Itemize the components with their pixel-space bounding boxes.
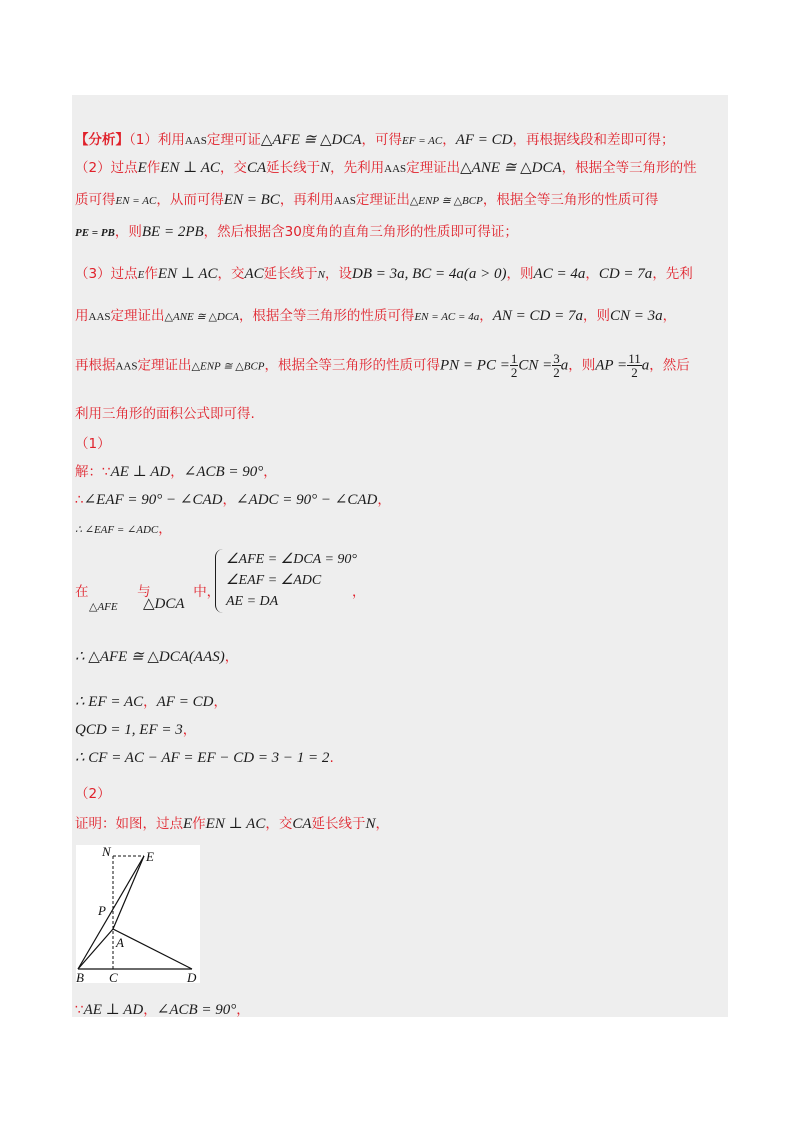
- sol1-line-3: ∴ ∠EAF = ∠ADC，: [75, 521, 172, 537]
- triangle-afe-label: △AFE: [89, 601, 118, 613]
- label-A: A: [116, 935, 124, 950]
- analysis-header: 【分析】: [75, 132, 129, 148]
- system-eq-1: ∠AFE = ∠DCA = 90°: [226, 552, 357, 567]
- segment-AE: [113, 856, 144, 929]
- system-eq-2: ∠EAF = ∠ADC: [226, 573, 322, 588]
- analysis-line-6: 用AAS定理证出△ANE ≅ △DCA，根据全等三角形的性质可得EN = AC = 4a，AN = CD = 7a，则CN = 3a，: [75, 308, 677, 324]
- label-B: B: [76, 970, 84, 983]
- sol1-line-1: 解：∵AE ⊥ AD，∠ACB = 90°，: [75, 464, 277, 480]
- geometry-diagram: [76, 845, 200, 983]
- system-eq-3: AE = DA: [226, 594, 279, 609]
- analysis-line-4: PE = PB，则BE = 2PB，然后根据含30度角的直角三角形的性质即可得证；: [75, 224, 518, 240]
- sol1-line-5: ∴ △AFE ≅ △DCA(AAS)，: [75, 649, 239, 665]
- label-E: E: [146, 849, 154, 864]
- segment-BA: [78, 929, 113, 969]
- analysis-line-2: （2）过点E作EN ⊥ AC，交CA延长线于N，先利用AAS定理证出△ANE ≅ △DCA，根据全等三角形的性: [75, 160, 697, 176]
- system-comma: ，: [352, 584, 366, 600]
- sol2-line-1: 证明：如图，过点E作EN ⊥ AC，交CA延长线于N，: [75, 816, 390, 832]
- analysis-line-5: （3）过点E作EN ⊥ AC，交AC延长线于N，设DB = 3a, BC = 4a(a > 0)，则AC = 4a，CD = 7a，先利: [75, 266, 693, 282]
- fraction-three-halves: $\frac{3}{2}$: [553, 351, 560, 380]
- part2-label: （2）: [75, 786, 111, 802]
- label-D: D: [187, 970, 197, 983]
- sol1-line-8: ∴ CF = AC − AF = EF − CD = 3 − 1 = 2.: [75, 750, 334, 766]
- sol2-line-2: ∵AE ⊥ AD，∠ACB = 90°，: [75, 1002, 250, 1018]
- analysis-line-7: 再根据AAS定理证出△ENP ≅ △BCP，根据全等三角形的性质可得PN = PC = $\frac{1}{2}$ CN = $\frac{3}{2}$ a，则AP = $\frac{11}{2}$ a，然后: [75, 351, 690, 380]
- sol1-line-6: ∴ EF = AC，AF = CD，: [75, 694, 227, 710]
- label-C: C: [109, 970, 118, 983]
- sol1-line-7: QCD = 1, EF = 3，: [75, 722, 197, 738]
- label-N: N: [102, 845, 111, 859]
- sol1-line-4: 在 与 中，: [75, 584, 221, 600]
- sol1-line-2: ∴∠EAF = 90° − ∠CAD，∠ADC = 90° − ∠CAD，: [75, 492, 391, 508]
- geometry-figure: [76, 845, 200, 983]
- part1-label: （1）: [75, 436, 111, 452]
- analysis-line-3: 质可得EN = AC，从而可得EN = BC，再利用AAS定理证出△ENP ≅ △BCP，根据全等三角形的性质可得: [75, 192, 659, 208]
- fraction-eleven-halves: $\frac{11}{2}$: [628, 351, 641, 380]
- analysis-line-1: 【分析】（1）利用AAS定理可证△AFE ≅ △DCA，可得EF = AC，AF = CD，再根据线段和差即可得；: [75, 132, 675, 148]
- fraction-half: $\frac{1}{2}$: [510, 351, 518, 380]
- triangle-dca-label: △DCA: [143, 596, 185, 612]
- label-P: P: [98, 903, 106, 918]
- analysis-line-8: 利用三角形的面积公式即可得.: [75, 406, 255, 422]
- segment-BE: [78, 856, 144, 969]
- segment-AD: [113, 929, 192, 969]
